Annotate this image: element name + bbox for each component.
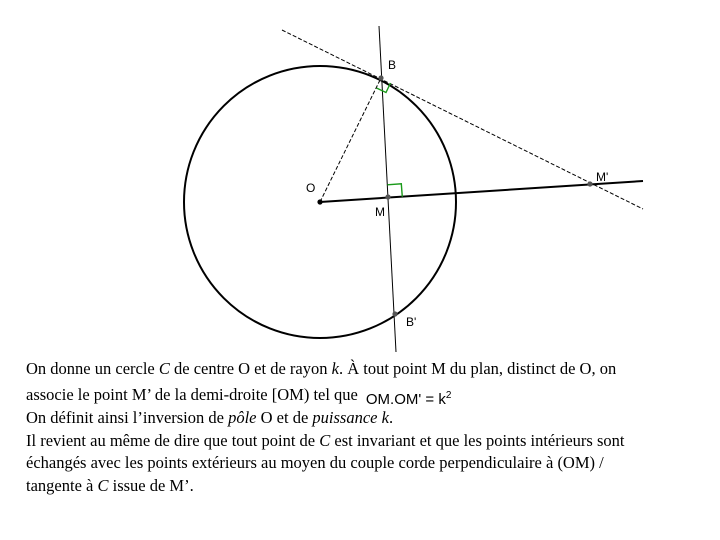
text-segment: k — [331, 359, 339, 378]
text-segment: associe le point M’ de la demi-droite [OM) tel que — [26, 384, 358, 404]
text-segment: échangés avec les points extérieurs au moyen du couple corde perpendiculaire à (OM) / — [26, 453, 604, 472]
point-m-prime — [587, 181, 592, 186]
text-segment: de centre O et de rayon — [169, 359, 332, 378]
text-segment: est invariant et que les points intérieurs sont — [330, 430, 625, 450]
text-segment: Il revient au même de dire que tout point de — [26, 430, 320, 450]
text-segment: C — [319, 430, 331, 450]
text-segment: puissance k — [312, 408, 389, 427]
text-segment: issue de M’. — [108, 475, 194, 495]
text-line-1 — [26, 358, 696, 381]
text-line-4 — [26, 430, 696, 453]
ray-om — [320, 181, 643, 202]
formula — [366, 391, 452, 408]
text-segment: . À tout point M du plan, distinct de O, on — [338, 359, 617, 378]
label-o: O — [306, 181, 316, 195]
text-line-6 — [26, 475, 696, 498]
text-block — [26, 358, 696, 497]
text-segment: O et de — [256, 408, 313, 427]
text-segment: On donne un cercle — [26, 359, 159, 378]
text-line-2 — [26, 381, 696, 408]
label-b: B — [388, 58, 397, 72]
label-m-prime: M' — [596, 170, 609, 184]
formula-base: OM.OM' = k — [365, 390, 446, 408]
chord-bb-prime — [379, 26, 396, 352]
text-segment: tangente à — [26, 475, 98, 495]
point-m — [385, 194, 390, 199]
text-segment: C — [158, 359, 170, 378]
formula-exponent: 2 — [445, 389, 452, 401]
text-line-5 — [26, 452, 696, 475]
radius-ob — [320, 78, 381, 202]
label-m: M — [375, 205, 385, 219]
right-angle-m — [387, 184, 402, 197]
point-o — [317, 199, 322, 204]
label-b-prime: B' — [406, 315, 417, 329]
text-line-3 — [26, 407, 696, 430]
text-segment: On définit ainsi l’inversion de — [26, 408, 229, 427]
point-b-prime — [392, 311, 397, 316]
text-segment: pôle — [228, 408, 257, 427]
point-b — [378, 75, 383, 80]
text-segment: C — [97, 475, 109, 495]
text-segment: . — [388, 408, 394, 427]
